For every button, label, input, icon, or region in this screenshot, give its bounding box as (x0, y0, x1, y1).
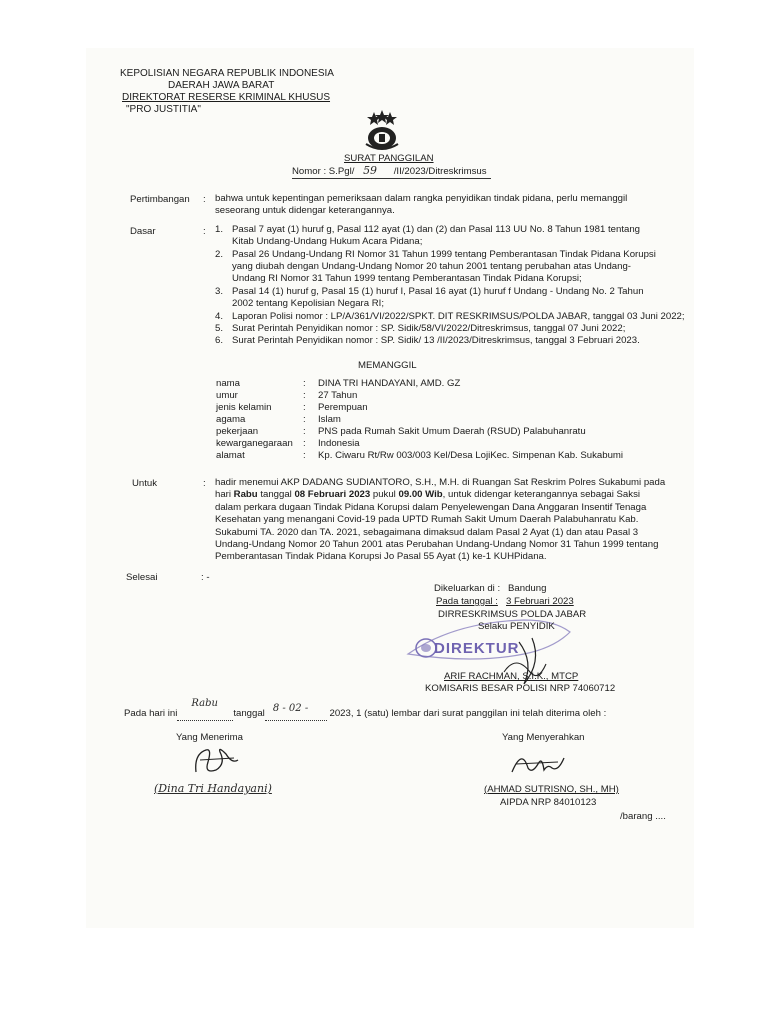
untuk-text (215, 477, 667, 564)
pertimbangan-text: bahwa untuk kepentingan pemeriksaan dalam rangka penyidikan tindak pidana, perlu memanggil seseorang untuk didengar keterangannya. (215, 193, 628, 216)
dasar-item-text: Pasal 26 Undang-Undang RI Nomor 31 Tahun 1999 tentang Pemberantasan Tindak Pidana Korupsi yang diubah dengan Undang-Undang Nomor 20 tahun 2001 tentang perubahan atas Undang-Undang RI Nomor 31 Tahun 1999 tentang Pemberantasan Tindak Pidana Korupsi; (232, 249, 656, 284)
dasar-item-text: Laporan Polisi nomor : LP/A/361/VI/2022/SPKT. DIT RESKRIMSUS/POLDA JABAR, tanggal 03 Juni 2022; (232, 311, 685, 322)
header-line-4: "PRO JUSTITIA" (126, 104, 201, 115)
receipt-day-field (177, 698, 233, 721)
untuk-time: 09.00 Wib (398, 489, 443, 501)
memanggil-heading: MEMANGGIL (358, 360, 417, 371)
identity-label: nama (216, 378, 240, 389)
identity-label: umur (216, 390, 238, 401)
recipient-name-handwritten: (Dina Tri Handayani) (154, 782, 272, 795)
receipt-mid: tanggal (233, 708, 265, 719)
letter-number (292, 165, 491, 179)
continuation-note: /barang .... (620, 811, 666, 822)
receipt-suffix: 2023, 1 (satu) lembar dari surat panggilan ini telah diterima oleh : (326, 708, 607, 719)
identity-colon: : (303, 390, 306, 401)
receipt-prefix: Pada hari ini (124, 708, 178, 719)
header-line-1: KEPOLISIAN NEGARA REPUBLIK INDONESIA (120, 68, 334, 79)
dasar-item-num: 6. (215, 335, 224, 346)
identity-colon: : (303, 414, 306, 425)
untuk-text-part: , untuk didengar keterangannya sebagai Saksi dalam perkara dugaan Tindak Pidana Korupsi dalam Penyelewengan Dana Anggaran Insentif Tenaga Kesehatan yang menangani Covid-19 pada UPTD Rumah Sakit Umum Daerah Palabuhanratu Kab. Sukabumi TA. 2020 dan TA. 2021, sebagaimana dimaksud dalam Pasal 2 Ayat (1) dan atau Pasal 3 Undang-Undang Nomor 20 Tahun 2001 atas Perubahan Undang-Undang Nomor 31 Tahun 1999 tentang Pemberantasan Tindak Pidana Korupsi Jo Pasal 55 Ayat (1) ke-1 KUHPidana. (215, 489, 659, 563)
deliverer-nrp: AIPDA NRP 84010123 (500, 797, 597, 808)
deliverer-signature-icon (508, 744, 568, 780)
deliverer-name: (AHMAD SUTRISNO, SH., MH) (484, 784, 619, 795)
issued-date-value: 3 Februari 2023 (506, 596, 574, 607)
recipient-signature-icon (186, 742, 246, 782)
identity-label: kewarganegaraan (216, 438, 293, 449)
identity-colon: : (303, 438, 306, 449)
identity-value: PNS pada Rumah Sakit Umum Daerah (RSUD) Palabuhanratu (318, 426, 586, 437)
header-line-3: DIREKTORAT RESERSE KRIMINAL KHUSUS (122, 92, 331, 103)
identity-value: 27 Tahun (318, 390, 358, 401)
issuer-name: ARIF RACHMAN, S.I.K., MTCP (444, 671, 579, 682)
identity-value: Islam (318, 414, 341, 425)
identity-value: Kp. Ciwaru Rt/Rw 003/003 Kel/Desa LojiKec. Simpenan Kab. Sukabumi (318, 450, 624, 461)
dasar-item-text: Surat Perintah Penyidikan nomor : SP. Sidik/58/VI/2022/Ditreskrimsus, tanggal 07 Juni 2022; (232, 323, 626, 334)
untuk-label: Untuk (132, 478, 158, 489)
identity-colon: : (303, 450, 306, 461)
identity-colon: : (303, 426, 306, 437)
identity-value: Perempuan (318, 402, 368, 413)
dasar-item-text: Pasal 7 ayat (1) huruf g, Pasal 112 ayat (1) dan (2) dan Pasal 113 UU No. 8 Tahun 1981 tentang Kitab Undang-Undang Hukum Acara Pidana; (232, 224, 640, 247)
selesai-label: Selesai (126, 572, 158, 583)
identity-label: pekerjaan (216, 426, 259, 437)
letter-number-prefix: Nomor : S.Pgl/ (292, 166, 355, 177)
untuk-date: 08 Februari 2023 (294, 489, 371, 501)
selesai-value: : - (201, 572, 210, 583)
police-emblem-icon (358, 110, 406, 152)
dasar-colon: : (203, 226, 206, 237)
recipient-label: Yang Menerima (176, 732, 244, 743)
receipt-date-handwritten: 8 - 02 - (272, 703, 309, 714)
pertimbangan-label: Pertimbangan (130, 194, 190, 205)
dasar-item-text: Surat Perintah Penyidikan nomor : SP. Sidik/ 13 /II/2023/Ditreskrimsus, tanggal 3 Februari 2023. (232, 335, 640, 346)
stamp-text: DIREKTUR (434, 640, 520, 657)
receipt-day-handwritten: Rabu (191, 698, 218, 709)
untuk-colon: : (203, 478, 206, 489)
header-line-2: DAERAH JAWA BARAT (168, 80, 275, 91)
identity-colon: : (303, 402, 306, 413)
identity-label: jenis kelamin (216, 402, 272, 413)
pertimbangan-colon: : (203, 194, 206, 205)
issuer-rank: KOMISARIS BESAR POLISI NRP 74060712 (425, 683, 616, 694)
identity-colon: : (303, 378, 306, 389)
identity-label: alamat (216, 450, 245, 461)
dasar-item-num: 4. (215, 311, 224, 322)
dasar-item-num: 2. (215, 249, 224, 260)
untuk-text-part: tanggal (257, 489, 295, 501)
dasar-item-num: 1. (215, 224, 224, 235)
issued-office: DIRRESKRIMSUS POLDA JABAR (438, 609, 587, 620)
issued-date-label: Pada tanggal : (436, 596, 498, 607)
dasar-item-num: 5. (215, 323, 224, 334)
identity-label: agama (216, 414, 246, 425)
untuk-text-part: hadir menemui AKP DADANG SUDIANTORO, S.H., M.H. di Ruangan Sat Reskrim Polres Sukabumi pada hari (215, 477, 666, 501)
issued-place-value: Bandung (508, 583, 547, 594)
dasar-item-num: 3. (215, 286, 224, 297)
letter-title: SURAT PANGGILAN (344, 153, 434, 164)
deliverer-label: Yang Menyerahkan (502, 732, 585, 743)
dasar-item-text: Pasal 14 (1) huruf g, Pasal 15 (1) huruf I, Pasal 16 ayat (1) huruf f Undang - Undang No. 2 Tahun 2002 tentang Kepolisian Negara RI; (232, 286, 644, 309)
issued-place-label: Dikeluarkan di : (434, 583, 501, 594)
receipt-line (124, 698, 607, 721)
letter-number-suffix: /II/2023/Ditreskrimsus (393, 166, 487, 177)
issued-role: Selaku PENYIDIK (478, 621, 555, 632)
dasar-label: Dasar (130, 226, 156, 237)
letter-number-handwritten: 59 (363, 164, 378, 177)
untuk-day: Rabu (233, 489, 258, 501)
receipt-date-field (265, 703, 327, 721)
identity-value: Indonesia (318, 438, 360, 449)
identity-value: DINA TRI HANDAYANI, AMD. GZ (318, 378, 461, 389)
untuk-text-part: pukul (370, 489, 399, 501)
